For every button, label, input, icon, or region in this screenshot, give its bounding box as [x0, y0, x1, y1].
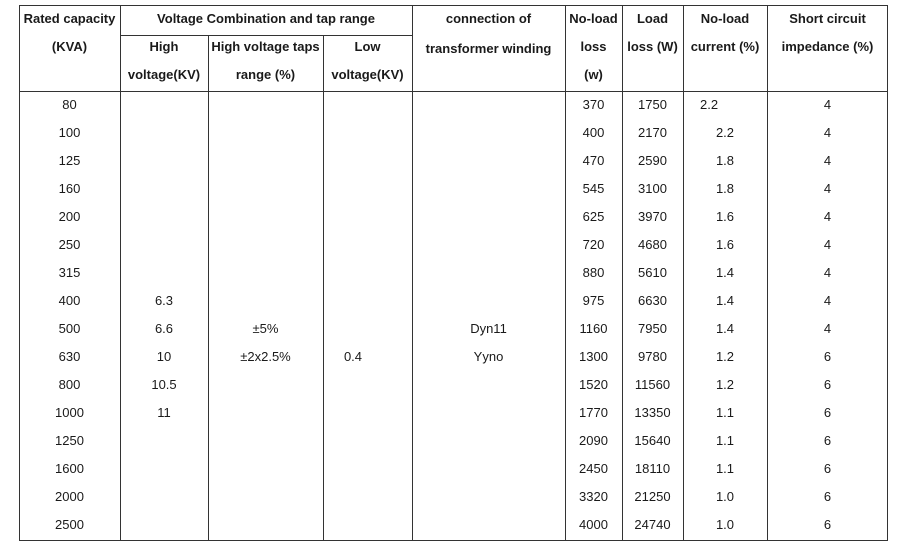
- header-noload-current-line1: No-load: [700, 11, 750, 26]
- header-short-circuit-line1: Short circuit: [789, 11, 866, 26]
- high-voltage-value: 11: [157, 405, 171, 420]
- impedance-cell: 6: [823, 377, 832, 392]
- header-taps-range-line2: range (%): [235, 67, 296, 82]
- header-connection-line1: connection of: [445, 11, 532, 26]
- impedance-cell: 6: [823, 461, 832, 476]
- noload-loss-cell: 545: [582, 181, 605, 196]
- header-noload-loss-line2: loss: [580, 39, 607, 54]
- rated-capacity-cell: 400: [58, 293, 81, 308]
- col-divider: [412, 5, 413, 541]
- load-loss-cell: 9780: [638, 349, 667, 364]
- noload-loss-cell: 470: [582, 153, 605, 168]
- rated-capacity-cell: 2000: [55, 489, 84, 504]
- load-loss-cell: 5610: [638, 265, 667, 280]
- impedance-cell: 6: [823, 489, 832, 504]
- load-loss-cell: 21250: [634, 489, 671, 504]
- load-loss-cell: 6630: [638, 293, 667, 308]
- impedance-cell: 4: [823, 181, 832, 196]
- impedance-cell: 4: [823, 97, 832, 112]
- taps-range-value: ±2x2.5%: [240, 349, 291, 364]
- header-load-loss-line2: loss (W): [627, 39, 678, 54]
- header-low-voltage-line1: Low: [354, 39, 381, 54]
- impedance-cell: 4: [823, 209, 832, 224]
- impedance-cell: 4: [823, 237, 832, 252]
- noload-loss-cell: 370: [582, 97, 605, 112]
- noload-current-cell: 1.1: [715, 405, 735, 420]
- noload-current-cell: 1.8: [715, 181, 735, 196]
- noload-current-cell: 1.6: [715, 209, 735, 224]
- impedance-cell: 6: [823, 349, 832, 364]
- noload-current-cell: 1.0: [715, 517, 735, 532]
- load-loss-cell: 18110: [634, 461, 671, 476]
- connection-value: Yyno: [473, 349, 504, 364]
- noload-loss-cell: 1160: [579, 321, 608, 336]
- rated-capacity-cell: 630: [58, 349, 81, 364]
- transformer-spec-table: [19, 5, 888, 541]
- noload-loss-cell: 2450: [579, 461, 608, 476]
- noload-current-cell: 2.2: [700, 97, 719, 112]
- impedance-cell: 6: [823, 433, 832, 448]
- rated-capacity-cell: 1250: [55, 433, 84, 448]
- noload-current-cell: 1.2: [715, 349, 735, 364]
- load-loss-cell: 2170: [638, 125, 667, 140]
- rated-capacity-cell: 800: [58, 377, 81, 392]
- low-voltage-value: 0.4: [343, 349, 363, 364]
- noload-current-cell: 1.8: [715, 153, 735, 168]
- connection-value: Dyn11: [470, 321, 507, 336]
- header-short-circuit-line2: impedance (%): [781, 39, 874, 54]
- load-loss-cell: 3970: [638, 209, 667, 224]
- load-loss-cell: 1750: [638, 97, 667, 112]
- rated-capacity-cell: 80: [62, 97, 77, 112]
- impedance-cell: 4: [823, 125, 832, 140]
- noload-loss-cell: 1520: [579, 377, 608, 392]
- rated-capacity-cell: 2500: [55, 517, 84, 532]
- header-high-voltage-line1: High: [149, 39, 179, 54]
- impedance-cell: 4: [823, 265, 832, 280]
- header-high-voltage-line2: voltage(KV): [127, 67, 201, 82]
- noload-current-cell: 2.2: [715, 125, 735, 140]
- load-loss-cell: 4680: [638, 237, 667, 252]
- noload-loss-cell: 880: [582, 265, 605, 280]
- noload-current-cell: 1.4: [715, 265, 735, 280]
- noload-current-cell: 1.6: [715, 237, 735, 252]
- header-connection-line2: transformer winding: [425, 41, 552, 56]
- noload-loss-cell: 400: [582, 125, 605, 140]
- rated-capacity-cell: 200: [58, 209, 81, 224]
- noload-loss-cell: 1300: [579, 349, 608, 364]
- rated-capacity-cell: 125: [58, 153, 81, 168]
- noload-current-cell: 1.1: [715, 433, 735, 448]
- header-noload-loss-line3: (w): [584, 67, 603, 82]
- impedance-cell: 6: [823, 405, 832, 420]
- high-voltage-value: 10.5: [151, 377, 177, 392]
- rated-capacity-cell: 100: [58, 125, 81, 140]
- noload-current-cell: 1.1: [715, 461, 735, 476]
- high-voltage-value: 6.3: [154, 293, 174, 308]
- load-loss-cell: 7950: [638, 321, 667, 336]
- taps-range-value: ±5%: [252, 321, 279, 336]
- noload-loss-cell: 3320: [579, 489, 608, 504]
- header-load-loss-line1: Load: [636, 11, 669, 26]
- load-loss-cell: 15640: [634, 433, 671, 448]
- header-rated-capacity-line1: Rated capacity: [23, 11, 116, 26]
- noload-loss-cell: 4000: [579, 517, 608, 532]
- impedance-cell: 6: [823, 517, 832, 532]
- header-noload-current-line2: current (%): [690, 39, 760, 54]
- rated-capacity-cell: 1600: [55, 461, 84, 476]
- load-loss-cell: 3100: [638, 181, 667, 196]
- header-taps-range-line1: High voltage taps: [211, 39, 320, 54]
- header-rated-capacity-line2: (KVA): [51, 39, 88, 54]
- load-loss-cell: 13350: [634, 405, 671, 420]
- noload-loss-cell: 625: [582, 209, 605, 224]
- noload-loss-cell: 1770: [579, 405, 608, 420]
- rated-capacity-cell: 1000: [55, 405, 84, 420]
- header-noload-loss-line1: No-load: [569, 11, 618, 26]
- load-loss-cell: 24740: [634, 517, 671, 532]
- noload-loss-cell: 720: [582, 237, 605, 252]
- header-voltage-combination: Voltage Combination and tap range: [157, 11, 375, 26]
- rated-capacity-cell: 500: [58, 321, 81, 336]
- header-low-voltage-line2: voltage(KV): [331, 67, 404, 82]
- noload-loss-cell: 2090: [579, 433, 608, 448]
- rated-capacity-cell: 160: [58, 181, 81, 196]
- noload-current-cell: 1.0: [715, 489, 735, 504]
- noload-current-cell: 1.2: [715, 377, 735, 392]
- col-divider: [323, 35, 324, 541]
- noload-current-cell: 1.4: [715, 293, 735, 308]
- high-voltage-value: 10: [156, 349, 172, 364]
- impedance-cell: 4: [823, 321, 832, 336]
- load-loss-cell: 11560: [634, 377, 671, 392]
- load-loss-cell: 2590: [638, 153, 667, 168]
- noload-current-cell: 1.4: [715, 321, 735, 336]
- col-divider: [208, 35, 209, 541]
- noload-loss-cell: 975: [582, 293, 605, 308]
- rated-capacity-cell: 250: [58, 237, 81, 252]
- impedance-cell: 4: [823, 153, 832, 168]
- impedance-cell: 4: [823, 293, 832, 308]
- high-voltage-value: 6.6: [154, 321, 174, 336]
- rated-capacity-cell: 315: [58, 265, 81, 280]
